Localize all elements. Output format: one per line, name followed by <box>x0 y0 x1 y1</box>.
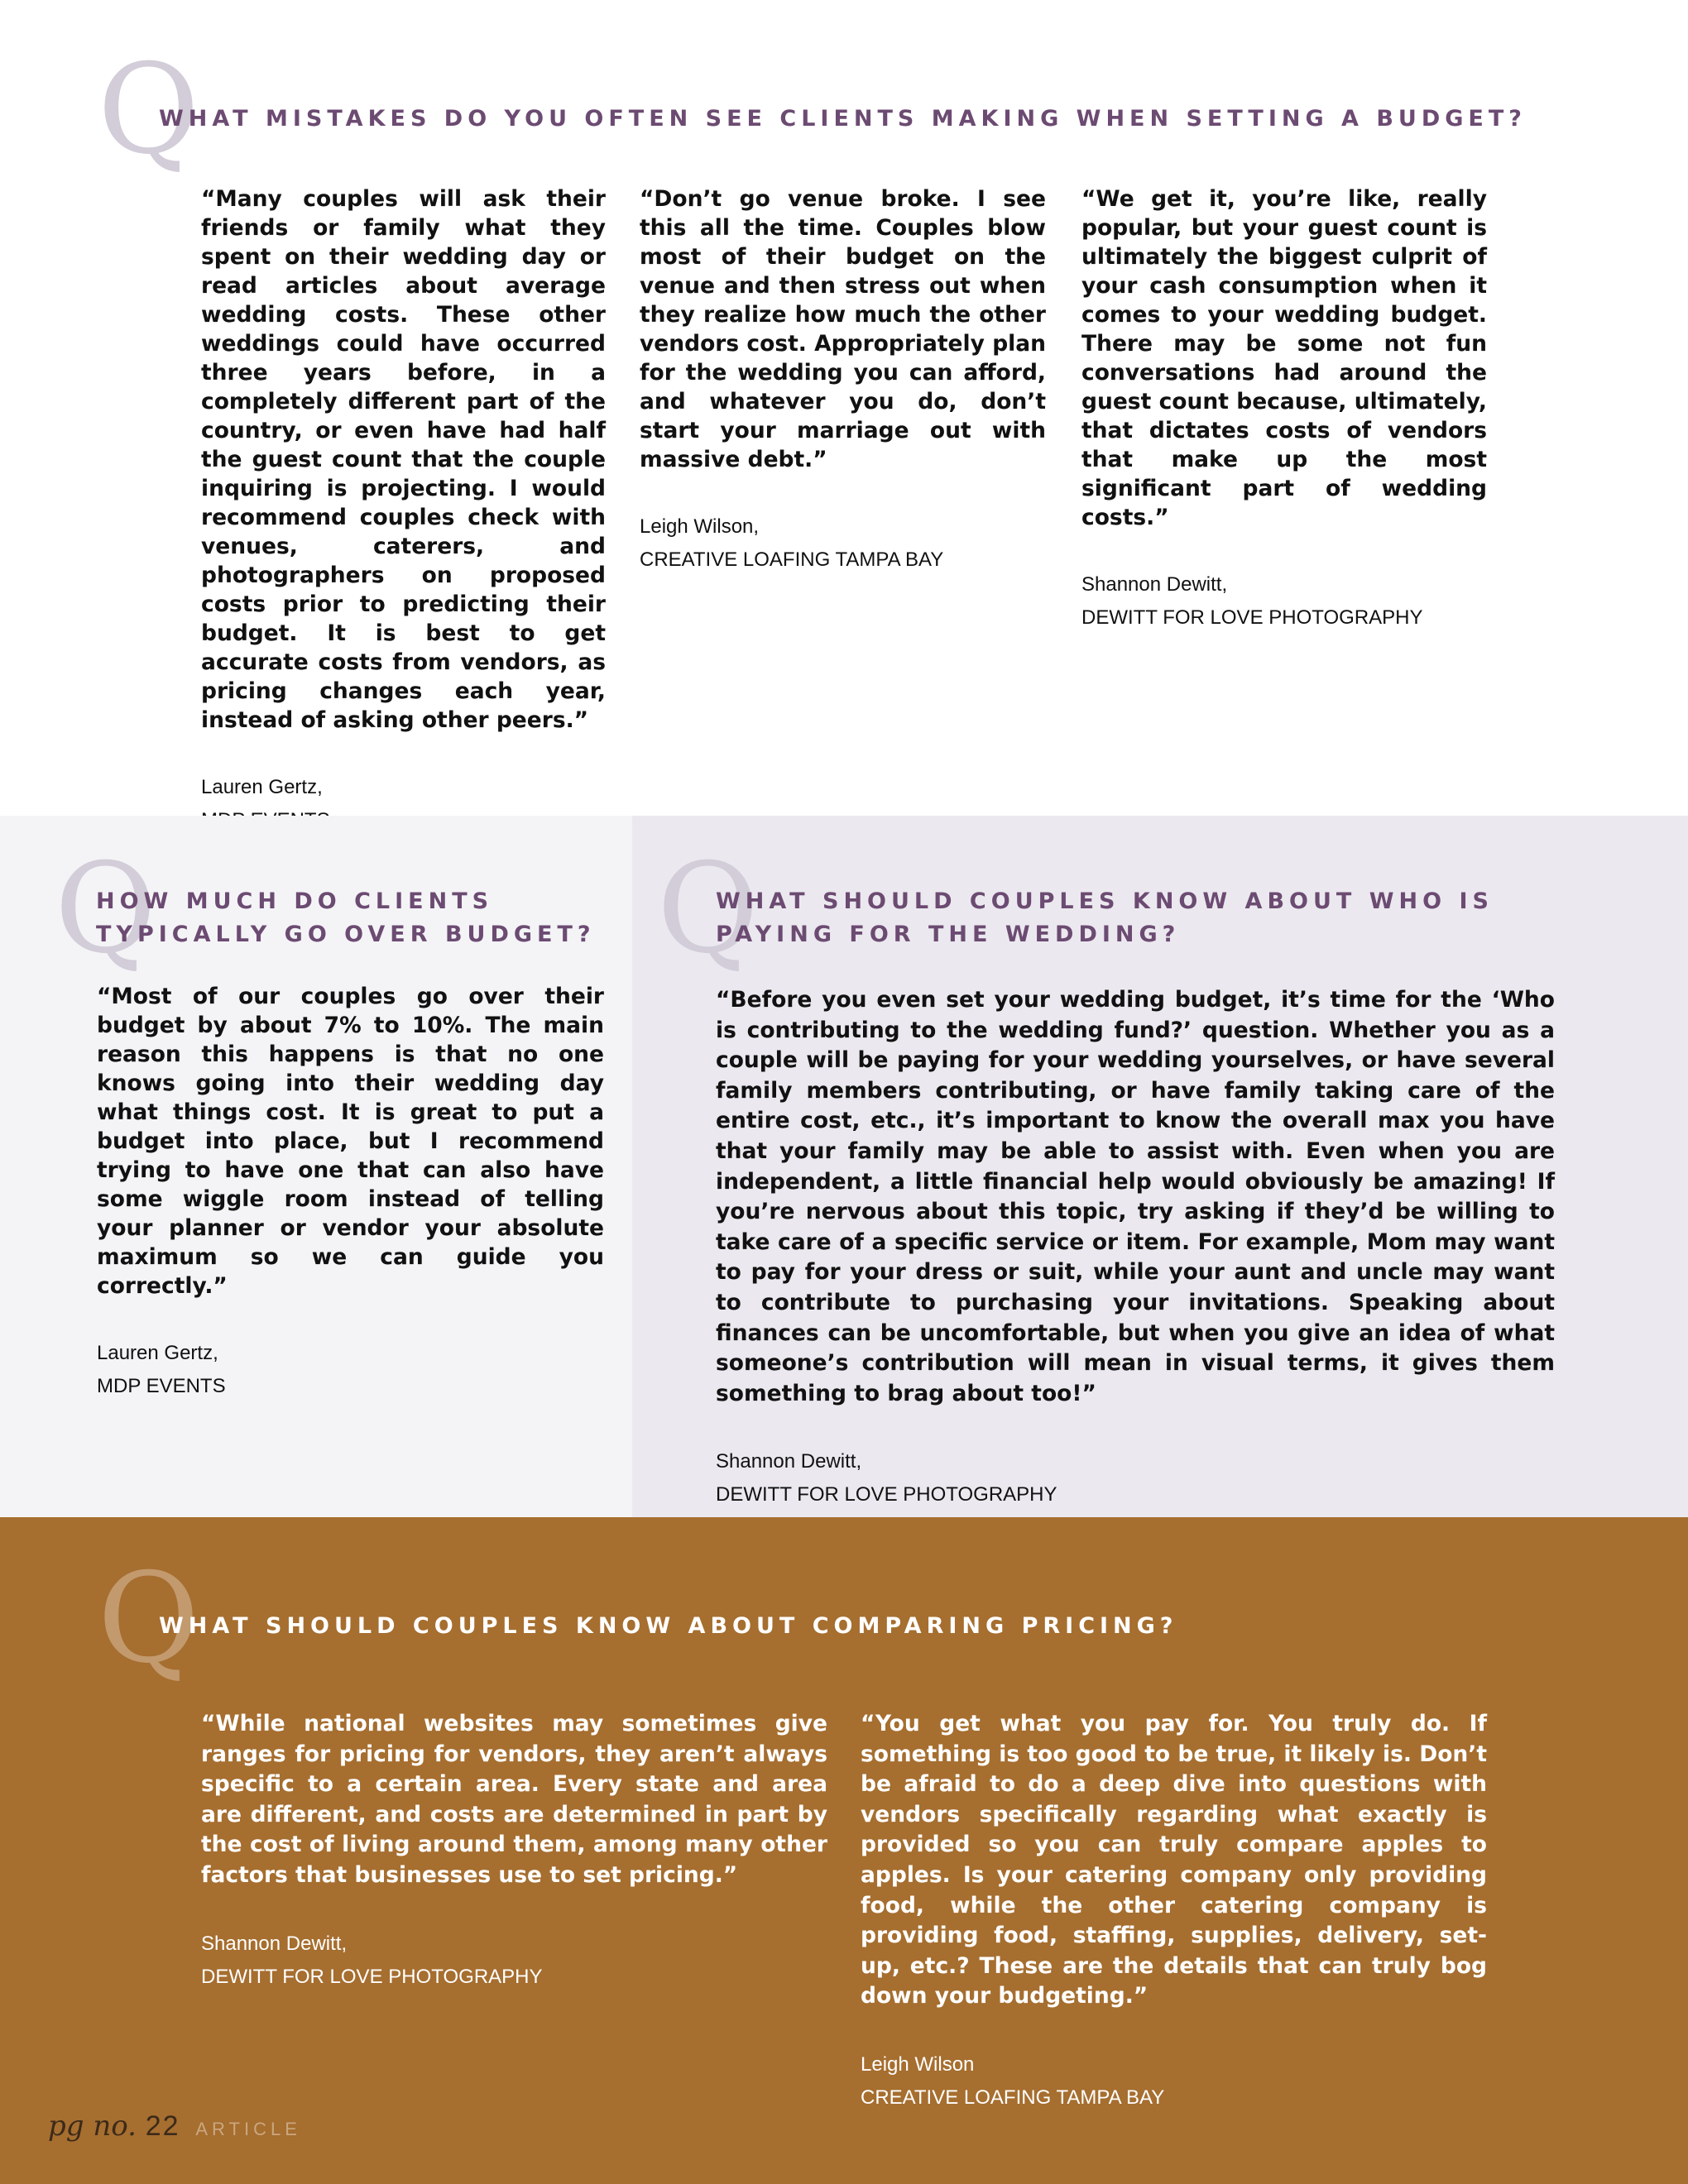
author-company: MDP EVENTS <box>97 1375 226 1397</box>
answer-column <box>716 985 1555 1511</box>
answer-column <box>1081 184 1487 635</box>
answer-column <box>97 982 604 1403</box>
answer-quote: “You get what you pay for. You truly do. If something is too good to be true, it likely is. Don’t be afraid to do a deep dive into questions with vendors specifically regarding what exactly is provided so you can truly compare apples to apples. Is your catering company only providing food, while the other catering company is providing food, staffing, supplies, delivery, set-up, etc.? These are the details that can truly bog down your budgeting.” <box>861 1711 1487 2009</box>
attribution <box>1081 568 1487 635</box>
author-name: Shannon Dewitt, <box>201 1932 348 1955</box>
question-heading-line: WHAT SHOULD COUPLES KNOW ABOUT WHO IS <box>716 888 1494 914</box>
author-company: DEWITT FOR LOVE PHOTOGRAPHY <box>201 1965 543 1988</box>
author-name: Lauren Gertz, <box>201 776 323 798</box>
page-footer <box>48 2110 301 2146</box>
answer-column <box>201 184 606 837</box>
attribution <box>640 510 1046 577</box>
budget-mistakes-section <box>0 0 1688 816</box>
answer-quote: “While national websites may sometimes give ranges for pricing for vendors, they aren’t always specific to a certain area. Every state and area are different, and costs are determined in part by the cost of living around them, among many other factors that businesses use to set pricing.” <box>201 1711 827 1888</box>
attribution <box>201 1928 827 1994</box>
author-name: Leigh Wilson <box>861 2052 975 2076</box>
question-heading-line: PAYING FOR THE WEDDING? <box>716 922 1181 947</box>
question-heading <box>716 885 1494 951</box>
question-heading <box>96 885 596 951</box>
author-company: CREATIVE LOAFING TAMPA BAY <box>861 2086 1165 2109</box>
answer-quote: “Before you even set your wedding budget, it’s time for the ‘Who is contributing to the wedding fund?’ question. Whether you as a couple will be paying for your wedding yourselves, or have several family members contributing, or have family taking care of the entire cost, etc., it’s important to know the overall max you have that your family may be able to assist with. Even when you are independent, a little financial help would obviously be amazing! If you’re nervous about this topic, try asking if they’d be willing to take care of a specific service or item. For example, Mom may want to pay for your dress or suit, while your aunt and uncle may want to contribute to purchasing your invitations. Speaking about finances can be uncomfortable, but when you give an idea of what someone’s contribution will mean in visual terms, it gives them something to brag about too!” <box>716 987 1555 1406</box>
who-pays-section <box>632 816 1688 1517</box>
answer-quote: “We get it, you’re like, really popular, but your guest count is ultimately the biggest culprit of your cash consumption when it comes to your wedding budget. There may be some not fun conversations had around the guest count because, ultimately, that dictates costs of vendors that make up the most significant part of wedding costs.” <box>1081 186 1487 530</box>
answer-column <box>640 184 1046 577</box>
page-prefix: pg no. <box>48 2110 137 2143</box>
answer-quote: “Many couples will ask their friends or family what they spent on their wedding day or read articles about average wedding costs. These other weddings could have occurred three years before, in a completely different part of the country, or even have had half the guest count that the couple inquiring is projecting. I would recommend couples check with venues, caterers, and photographers on proposed costs prior to predicting their budget. It is best to get accurate costs from vendors, as pricing changes each year, instead of asking other peers.” <box>201 186 606 733</box>
answer-quote: “Don’t go venue broke. I see this all the time. Couples blow most of their budget on the venue and then stress out when they realize how much the other vendors cost. Appropriately plan for the wedding you can afford, and whatever you do, don’t start your marriage out with massive debt.” <box>640 186 1046 472</box>
author-name: Shannon Dewitt, <box>716 1450 862 1473</box>
attribution <box>716 1445 1555 1511</box>
attribution <box>97 1337 604 1403</box>
question-heading: WHAT MISTAKES DO YOU OFTEN SEE CLIENTS MAKING WHEN SETTING A BUDGET? <box>159 106 1527 132</box>
author-name: Shannon Dewitt, <box>1081 573 1228 596</box>
q-mark-decoration: Q <box>98 38 199 182</box>
q-mark-decoration: Q <box>55 837 156 981</box>
question-heading-line: TYPICALLY GO OVER BUDGET? <box>96 922 596 947</box>
over-budget-section <box>0 816 632 1517</box>
q-mark-decoration: Q <box>657 837 759 981</box>
answer-quote: “Most of our couples go over their budget by about 7% to 10%. The main reason this happens is that no one knows going into their wedding day what things cost. It is great to put a budget into place, but I recommend trying to have one that can also have some wiggle room instead of telling your planner or vendor your absolute maximum so we can guide you correctly.” <box>97 984 604 1299</box>
attribution <box>861 2048 1487 2115</box>
author-company: DEWITT FOR LOVE PHOTOGRAPHY <box>716 1483 1057 1506</box>
author-name: Leigh Wilson, <box>640 515 760 538</box>
q-mark-decoration: Q <box>98 1547 199 1691</box>
question-heading-line: HOW MUCH DO CLIENTS <box>96 888 494 914</box>
page-number: 22 <box>145 2110 180 2142</box>
comparing-pricing-section <box>0 1517 1688 2184</box>
author-company: CREATIVE LOAFING TAMPA BAY <box>640 548 944 571</box>
answer-column <box>201 1709 827 1994</box>
question-heading: WHAT SHOULD COUPLES KNOW ABOUT COMPARING PRICING? <box>159 1613 1178 1639</box>
author-company: DEWITT FOR LOVE PHOTOGRAPHY <box>1081 606 1423 629</box>
answer-column <box>861 1709 1487 2115</box>
section-label: ARTICLE <box>195 2119 301 2139</box>
author-name: Lauren Gertz, <box>97 1342 218 1364</box>
